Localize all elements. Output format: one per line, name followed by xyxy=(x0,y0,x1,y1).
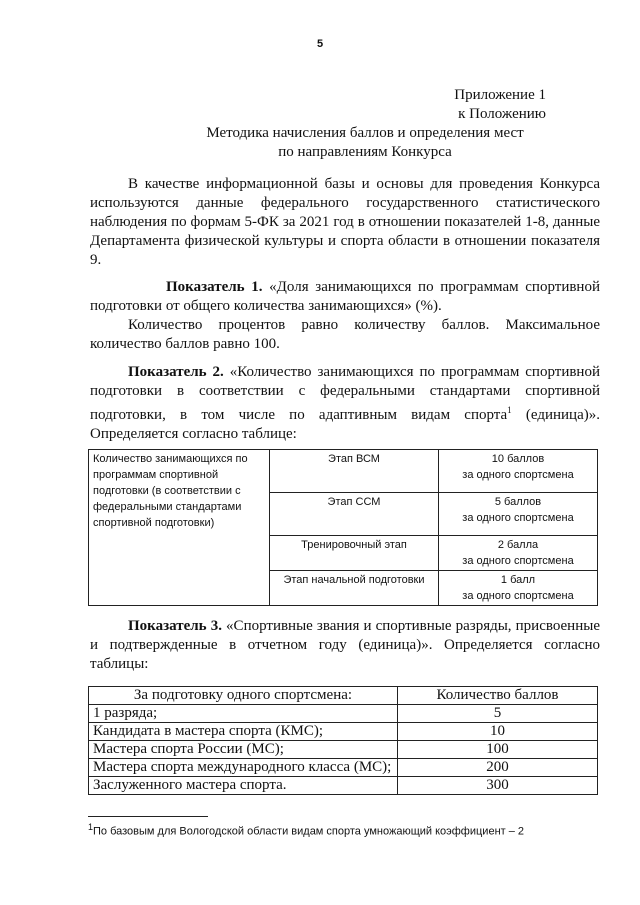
intro-paragraph: В качестве информационной базы и основы для проведения Конкурса используются данные федерального государственного статистического наблюдения по формам 5-ФК за 2021 год в отношении показателей 1-8, данные Департамента физической культуры и спорта области в отношении показателя 9. xyxy=(90,176,600,268)
appendix-line-1: Приложение 1 xyxy=(454,87,546,103)
column-header: Количество баллов xyxy=(398,687,598,705)
value-cell: 200 xyxy=(398,759,598,777)
document-title xyxy=(0,124,640,162)
indicator-3-text: «Спортивные звания и спортивные разряды, присвоенные и подтвержденные в отчетном году (единица)». Определяется согласно таблицы: xyxy=(90,618,600,672)
table-row xyxy=(89,450,598,493)
points-cell xyxy=(439,493,598,536)
value-cell: 100 xyxy=(398,741,598,759)
points-cell xyxy=(439,571,598,606)
indicator-3-label: Показатель 3. xyxy=(128,618,222,634)
table-row xyxy=(89,759,598,777)
page-number: 5 xyxy=(316,38,324,50)
indicator-1-label: Показатель 1. xyxy=(166,279,263,295)
footnote-divider xyxy=(88,816,208,817)
indicator-2-label: Показатель 2. xyxy=(128,364,224,380)
stage-cell: Тренировочный этап xyxy=(270,536,439,571)
footnote xyxy=(88,822,608,838)
points-value: 2 балла xyxy=(497,539,539,551)
value-cell: 5 xyxy=(398,705,598,723)
indicator-1-paragraph xyxy=(90,278,600,316)
column-header: За подготовку одного спортсмена: xyxy=(89,687,398,705)
indicator-1-note: Количество процентов равно количеству баллов. Максимальное количество баллов равно 100. xyxy=(90,317,600,352)
points-per: за одного спортсмена xyxy=(462,590,574,602)
appendix-line-2: к Положению xyxy=(458,106,546,122)
title-line-1: Методика начисления баллов и определения мест xyxy=(206,125,524,141)
rank-cell: 1 разряда; xyxy=(89,705,398,723)
table-row xyxy=(89,705,598,723)
points-value: 10 баллов xyxy=(491,453,545,465)
points-cell xyxy=(439,536,598,571)
stage-cell: Этап ССМ xyxy=(270,493,439,536)
table-row xyxy=(89,777,598,795)
title-line-2: по направлениям Конкурса xyxy=(278,144,452,160)
points-per: за одного спортсмена xyxy=(462,555,574,567)
stage-cell: Этап ВСМ xyxy=(270,450,439,493)
rank-cell: Кандидата в мастера спорта (КМС); xyxy=(89,723,398,741)
stage-cell: Этап начальной подготовки xyxy=(270,571,439,606)
table-row xyxy=(89,723,598,741)
footnote-text: По базовым для Вологодской области видам спорта умножающий коэффициент – 2 xyxy=(93,825,525,838)
table-row xyxy=(89,741,598,759)
row-header-cell: Количество занимающихся по программам спортивной подготовки (в соответствии с федеральными стандартами спортивной подготовки) xyxy=(89,450,270,606)
indicator-1-text: «Доля занимающихся по программам спортивной подготовки от общего количества занимающихся» (%). xyxy=(90,279,600,314)
points-value: 1 балл xyxy=(500,574,536,586)
appendix-header xyxy=(346,86,546,124)
value-cell: 10 xyxy=(398,723,598,741)
indicator-2-text-end: (единица)». Определяется согласно таблице: xyxy=(90,407,600,442)
value-cell: 300 xyxy=(398,777,598,795)
rank-cell: Заслуженного мастера спорта. xyxy=(89,777,398,795)
indicator-3-paragraph xyxy=(90,617,600,674)
points-value: 5 баллов xyxy=(494,496,542,508)
table-training-points xyxy=(88,449,598,606)
indicator-2-text: «Количество занимающихся по программам спортивной подготовки в соответствии с федеральными стандартами спортивной подготовки, в том числе по адаптивным видам спорта xyxy=(90,364,600,423)
rank-cell: Мастера спорта международного класса (МС); xyxy=(89,759,398,777)
table-ranks-points xyxy=(88,686,598,795)
footnote-marker: 1 xyxy=(507,405,512,415)
points-per: за одного спортсмена xyxy=(462,469,574,481)
points-per: за одного спортсмена xyxy=(462,512,574,524)
footnote-number: 1 xyxy=(88,822,94,832)
points-cell xyxy=(439,450,598,493)
table-header-row xyxy=(89,687,598,705)
indicator-2-paragraph xyxy=(90,363,600,444)
rank-cell: Мастера спорта России (МС); xyxy=(89,741,398,759)
